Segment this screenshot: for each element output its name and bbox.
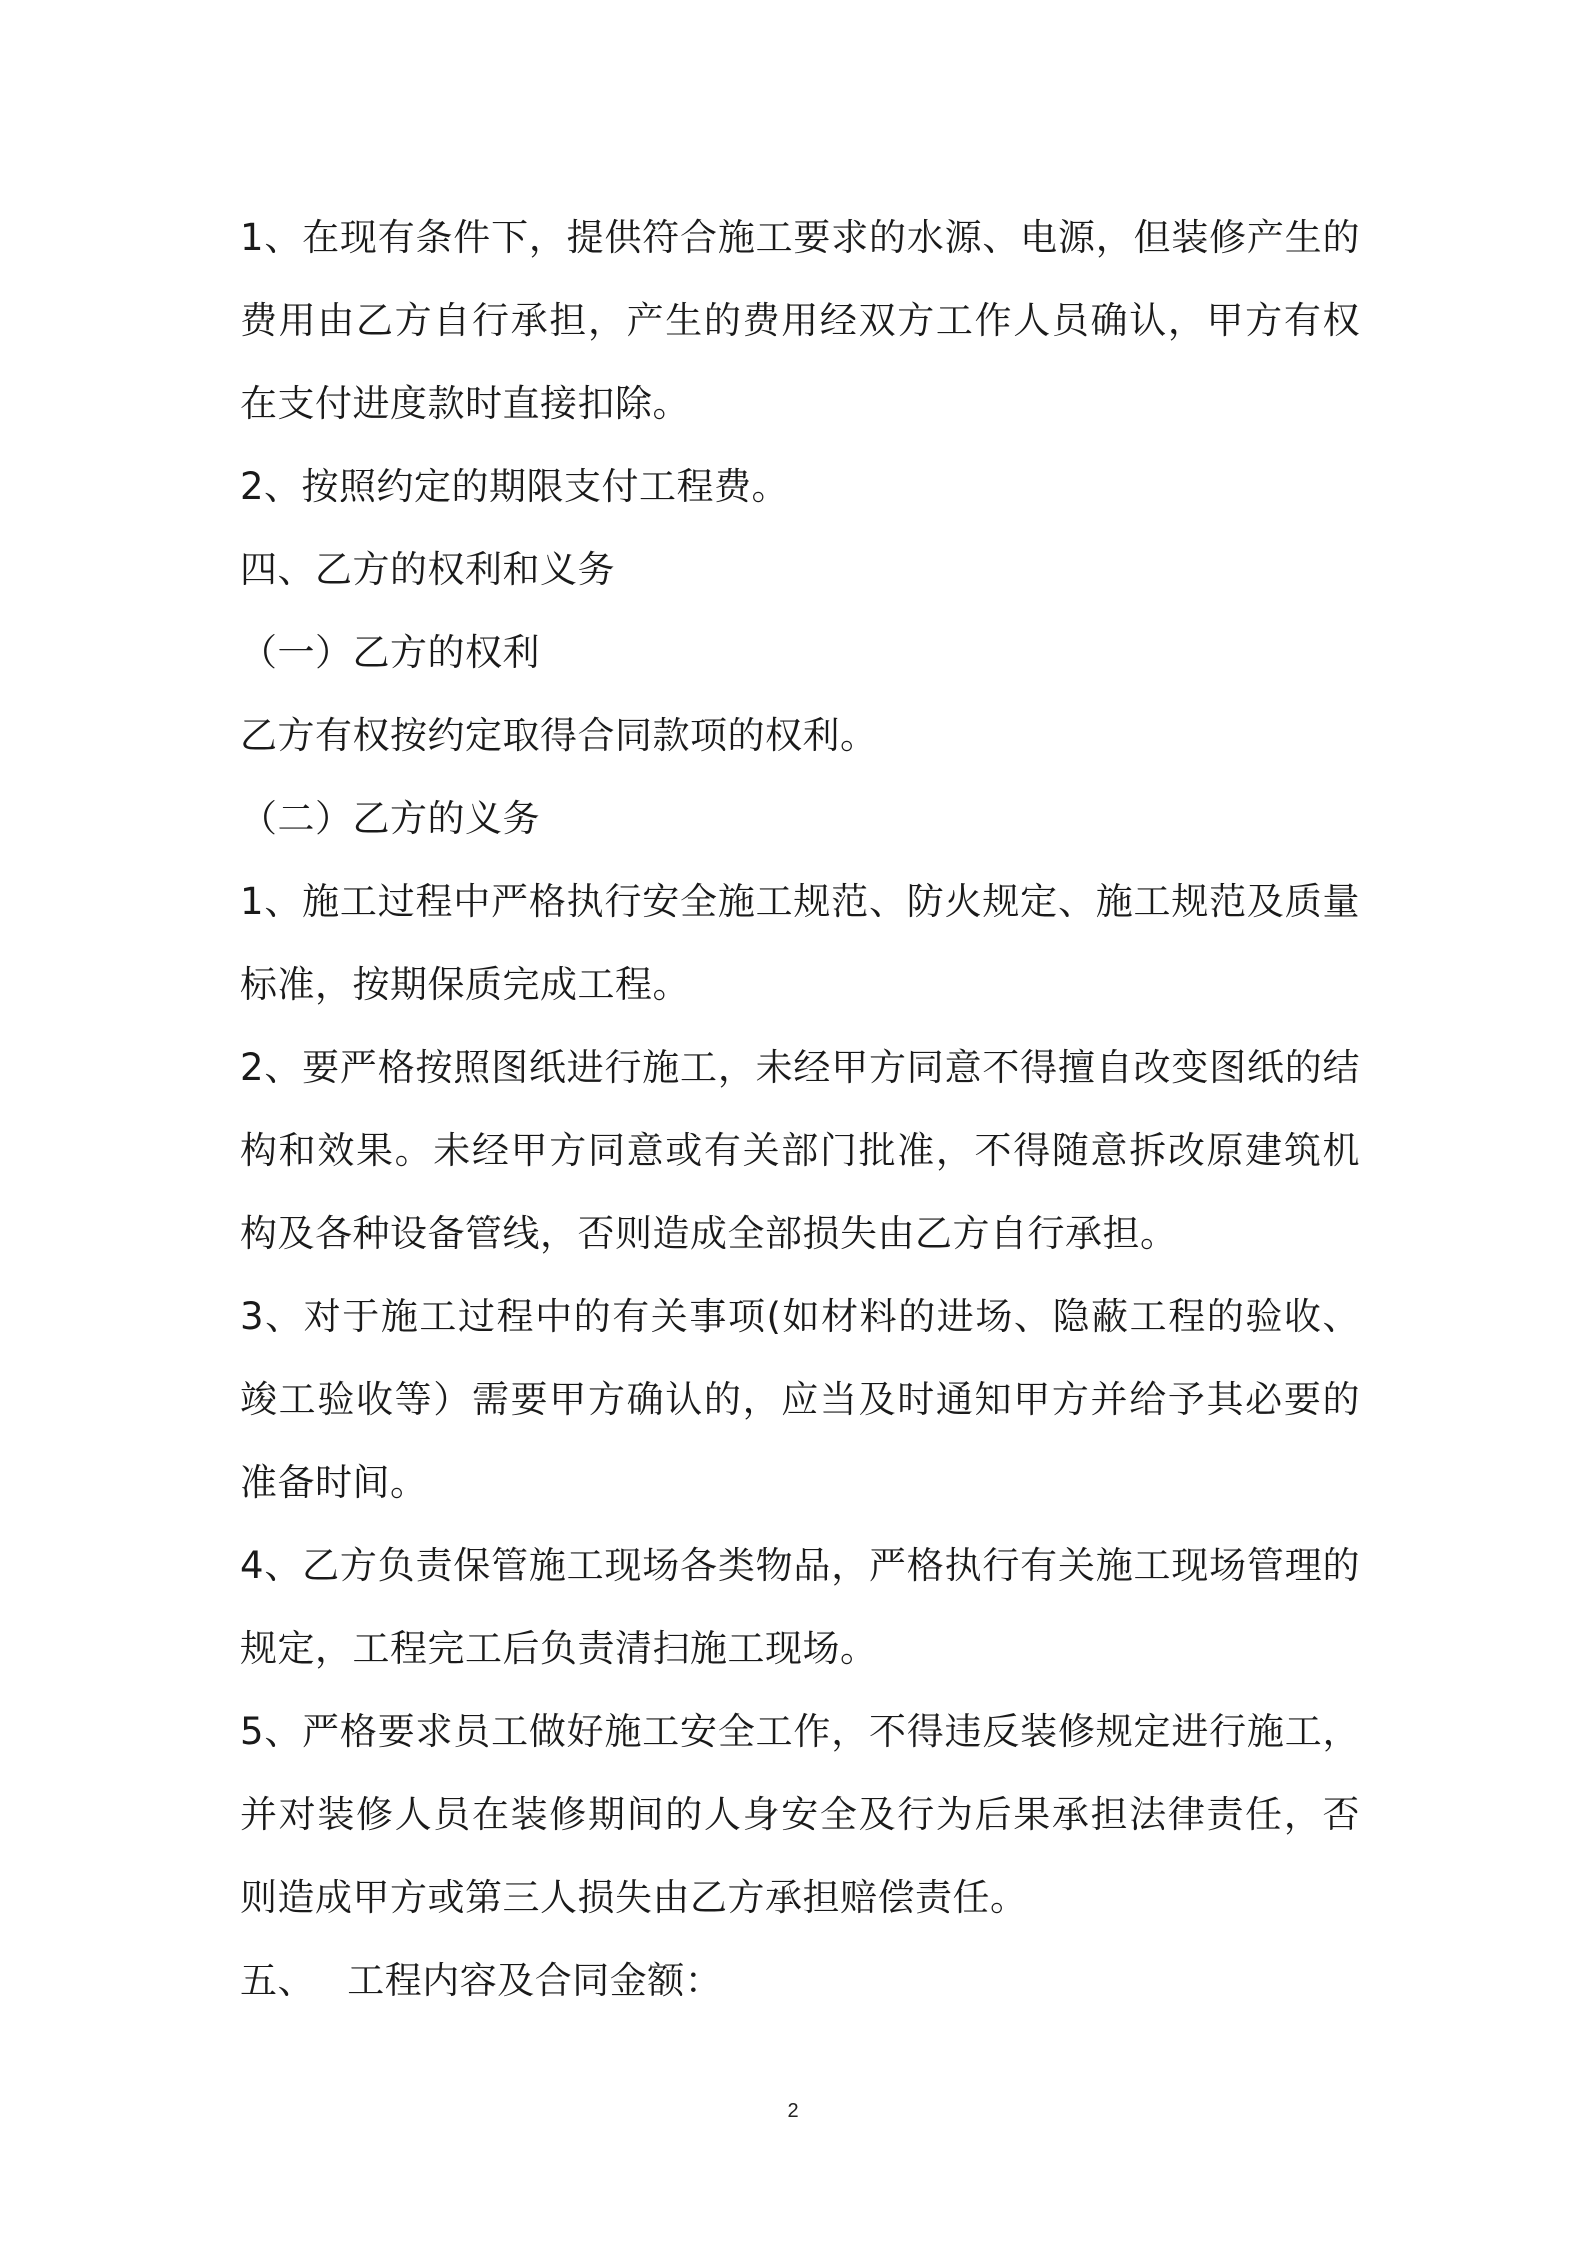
party-b-obligation-3: 3、对于施工过程中的有关事项(如材料的进场、隐蔽工程的验收、竣工验收等）需要甲方确认的，应当及时通知甲方并给予其必要的准备时间。 <box>240 1295 1360 1504</box>
subsection-rights-heading: （一）乙方的权利 <box>240 631 540 674</box>
subsection-obligations-heading: （二）乙方的义务 <box>240 797 540 840</box>
party-b-obligation-5: 5、严格要求员工做好施工安全工作，不得违反装修规定进行施工，并对装修人员在装修期间的人身安全及行为后果承担法律责任，否则造成甲方或第三人损失由乙方承担赔偿责任。 <box>240 1710 1360 1919</box>
party-a-obligation-2: 2、按照约定的期限支付工程费。 <box>240 465 790 508</box>
party-b-obligation-1: 1、施工过程中严格执行安全施工规范、防火规定、施工规范及质量标准，按期保质完成工程。 <box>240 880 1360 1006</box>
party-b-rights-text: 乙方有权按约定取得合同款项的权利。 <box>240 714 878 757</box>
party-b-obligation-4: 4、乙方负责保管施工现场各类物品，严格执行有关施工现场管理的规定，工程完工后负责清扫施工现场。 <box>240 1544 1360 1670</box>
section-4-heading: 四、乙方的权利和义务 <box>240 548 615 591</box>
document-body <box>240 196 1360 2022</box>
page-number: 2 <box>787 2100 799 2122</box>
party-b-obligation-2: 2、要严格按照图纸进行施工，未经甲方同意不得擅自改变图纸的结构和效果。未经甲方同意或有关部门批准，不得随意拆改原建筑机构及各种设备管线，否则造成全部损失由乙方自行承担。 <box>240 1046 1360 1255</box>
party-a-obligation-1: 1、在现有条件下，提供符合施工要求的水源、电源，但装修产生的费用由乙方自行承担，产生的费用经双方工作人员确认，甲方有权在支付进度款时直接扣除。 <box>240 216 1360 425</box>
section-5-heading: 五、 工程内容及合同金额： <box>240 1959 723 2002</box>
